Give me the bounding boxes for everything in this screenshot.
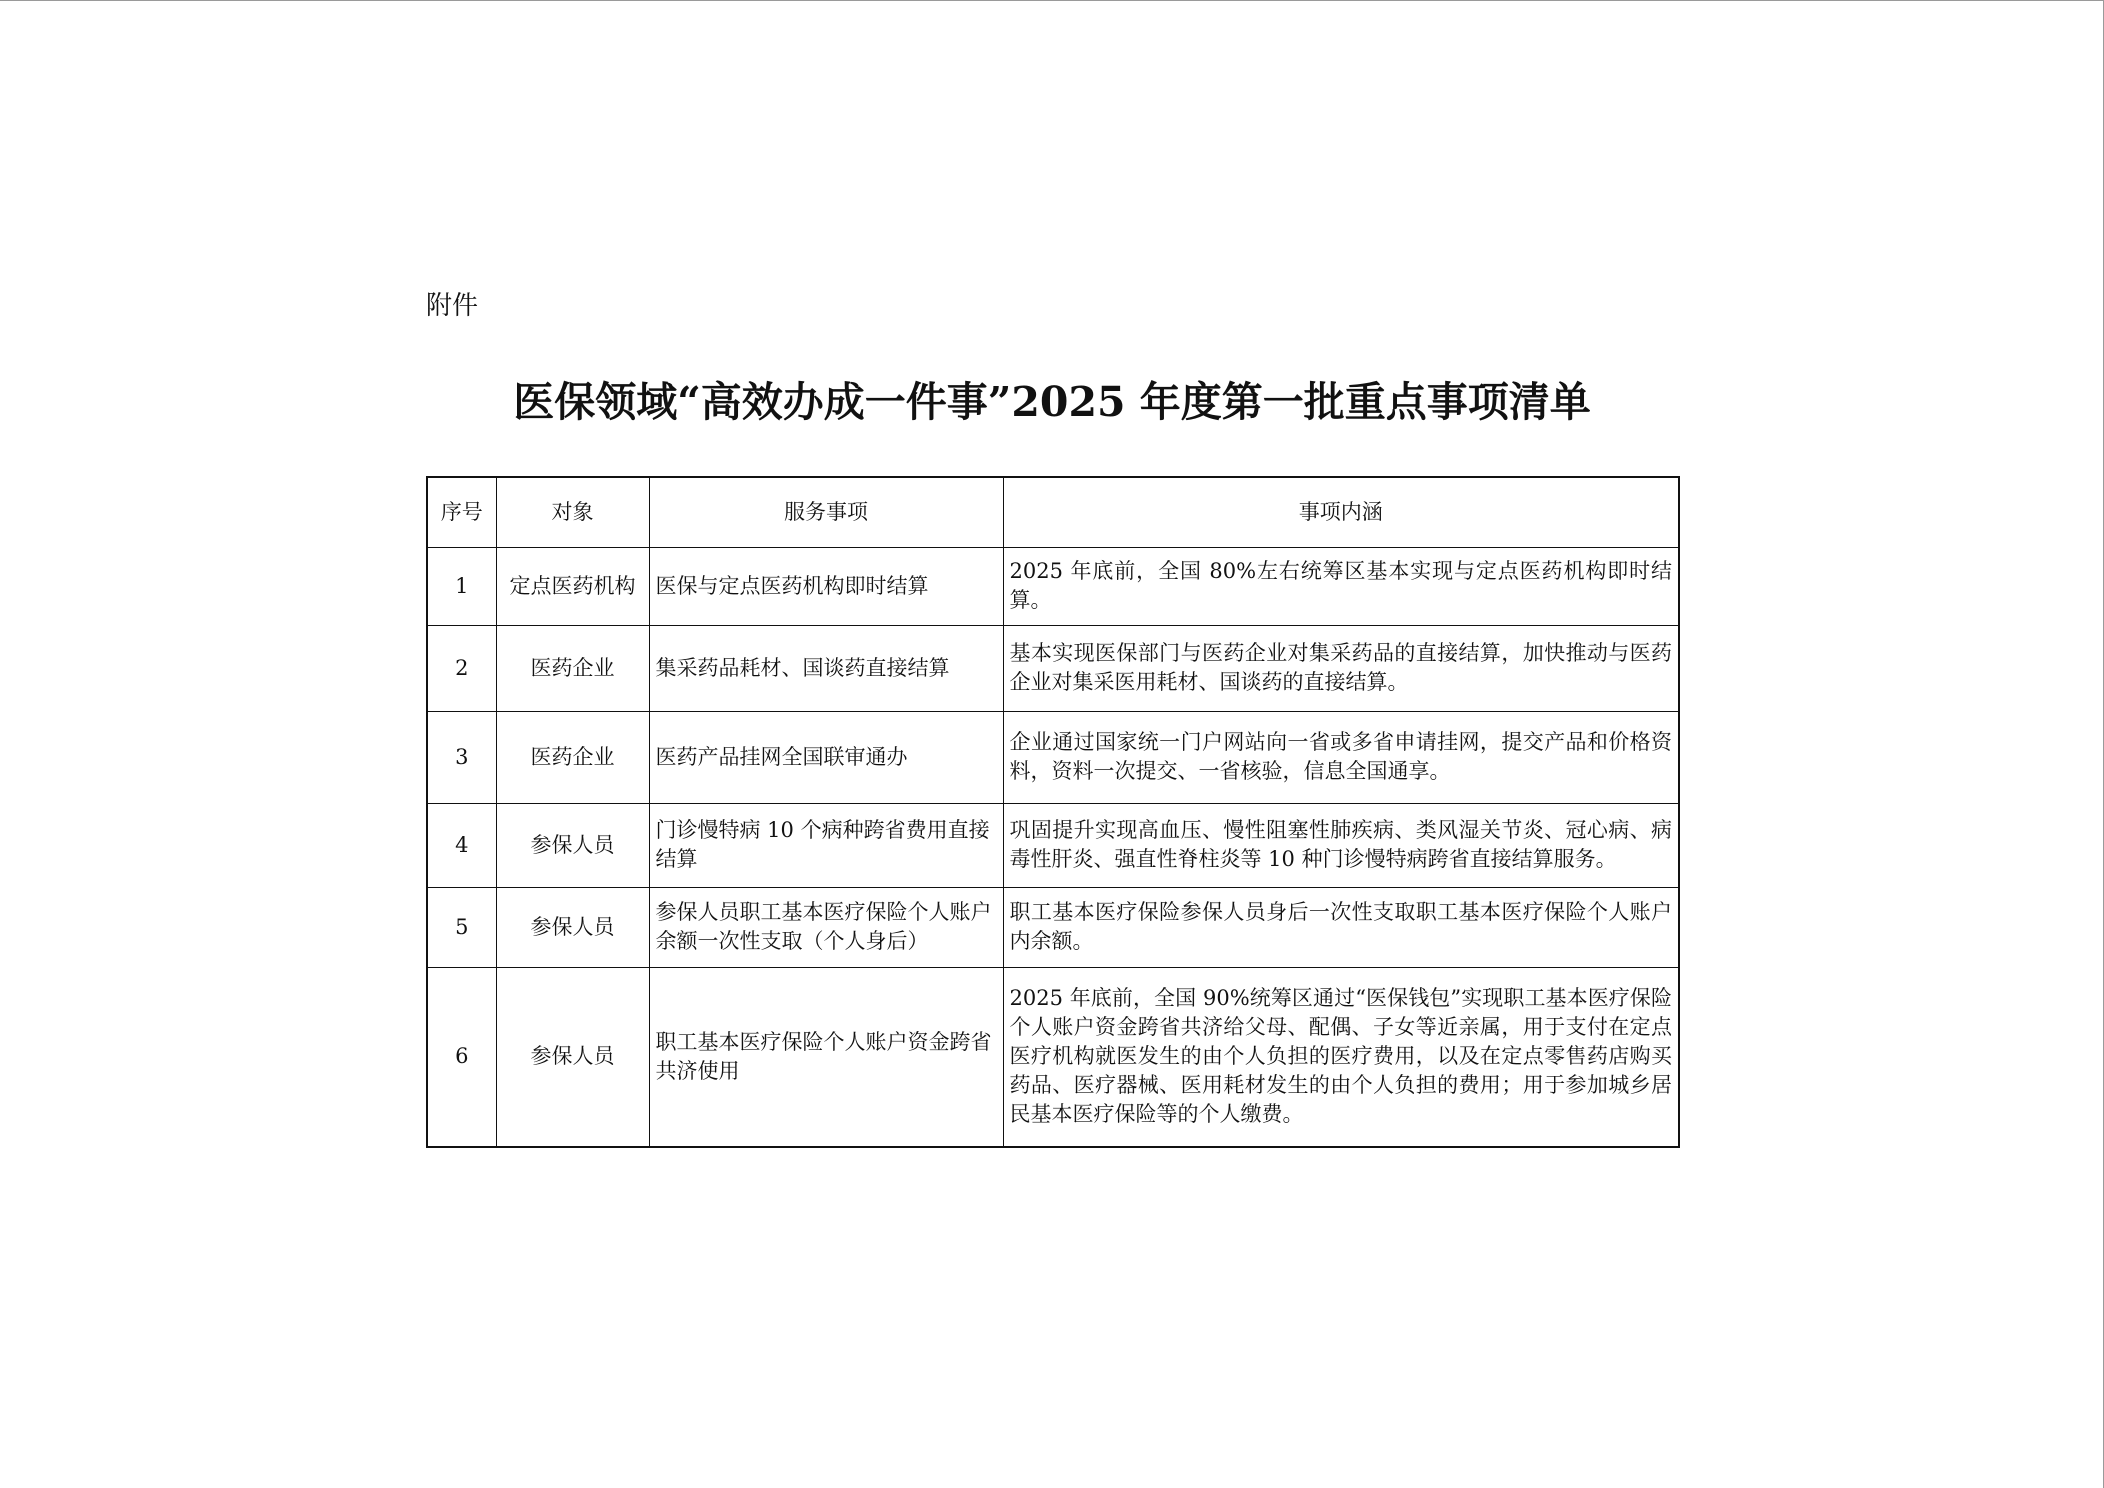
header-content: 事项内涵 [1003,477,1679,547]
row-service: 参保人员职工基本医疗保险个人账户余额一次性支取（个人身后） [649,887,1003,967]
row-target: 参保人员 [496,803,649,887]
row-service: 门诊慢特病 10 个病种跨省费用直接结算 [649,803,1003,887]
row-target: 参保人员 [496,887,649,967]
table-row [427,803,1679,887]
row-content: 基本实现医保部门与医药企业对集采药品的直接结算，加快推动与医药企业对集采医用耗材、国谈药的直接结算。 [1003,625,1679,711]
row-service: 集采药品耗材、国谈药直接结算 [649,625,1003,711]
table-row [427,711,1679,803]
header-target: 对象 [496,477,649,547]
row-number: 5 [427,887,496,967]
row-target: 参保人员 [496,967,649,1147]
row-content: 巩固提升实现高血压、慢性阻塞性肺疾病、类风湿关节炎、冠心病、病毒性肝炎、强直性脊柱炎等 10 种门诊慢特病跨省直接结算服务。 [1003,803,1679,887]
table-header-row [427,477,1679,547]
row-service: 医药产品挂网全国联审通办 [649,711,1003,803]
row-content: 2025 年底前，全国 90%统筹区通过“医保钱包”实现职工基本医疗保险个人账户资金跨省共济给父母、配偶、子女等近亲属，用于支付在定点医疗机构就医发生的由个人负担的医疗费用，以及在定点零售药店购买药品、医疗器械、医用耗材发生的由个人负担的费用；用于参加城乡居民基本医疗保险等的个人缴费。 [1003,967,1679,1147]
row-content: 职工基本医疗保险参保人员身后一次性支取职工基本医疗保险个人账户内余额。 [1003,887,1679,967]
row-target: 定点医药机构 [496,547,649,625]
row-target: 医药企业 [496,625,649,711]
row-number: 3 [427,711,496,803]
row-number: 6 [427,967,496,1147]
row-target: 医药企业 [496,711,649,803]
document-title: 医保领域“高效办成一件事”2025 年度第一批重点事项清单 [513,378,1591,426]
row-content: 企业通过国家统一门户网站向一省或多省申请挂网，提交产品和价格资料，资料一次提交、一省核验，信息全国通享。 [1003,711,1679,803]
header-num: 序号 [427,477,496,547]
row-number: 1 [427,547,496,625]
attachment-label: 附件 [426,291,479,321]
row-number: 4 [427,803,496,887]
header-service: 服务事项 [649,477,1003,547]
table-row [427,967,1679,1147]
table-row [427,547,1679,625]
row-service: 医保与定点医药机构即时结算 [649,547,1003,625]
row-number: 2 [427,625,496,711]
row-service: 职工基本医疗保险个人账户资金跨省共济使用 [649,967,1003,1147]
table-row [427,887,1679,967]
key-items-table [426,476,1680,1148]
row-content: 2025 年底前，全国 80%左右统筹区基本实现与定点医药机构即时结算。 [1003,547,1679,625]
table-row [427,625,1679,711]
